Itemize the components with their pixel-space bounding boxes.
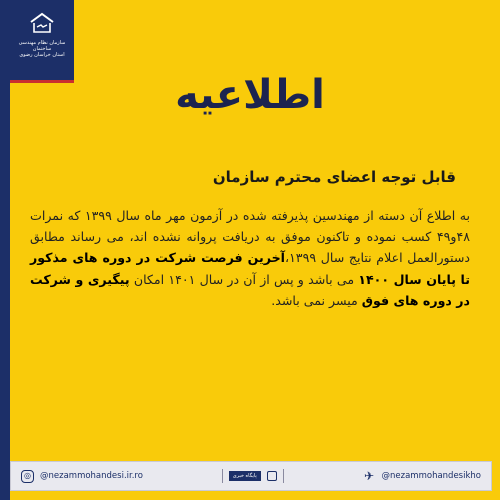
instagram-handle: @nezammohandesi.ir.ro (40, 471, 143, 481)
notice-title: اطلاعیه (175, 72, 325, 118)
footer-divider (222, 469, 223, 483)
notice-body (30, 205, 470, 311)
footer-center (222, 469, 284, 483)
notice-subtitle: قابل توجه اعضای محترم سازمان (212, 168, 456, 186)
org-name (14, 40, 70, 58)
handshake-house-icon (29, 12, 55, 34)
website-icon[interactable] (267, 471, 277, 481)
telegram-icon: ✈ (363, 469, 375, 483)
social-footer (10, 461, 492, 491)
telegram-link[interactable] (363, 470, 481, 483)
instagram-icon: ◎ (21, 470, 34, 483)
footer-divider (283, 469, 284, 483)
body-highlight-2: پیگیری و شرکت در دوره های فوق (30, 271, 470, 308)
org-name-line-1: سازمان نظام مهندسی ساختمان (18, 40, 66, 52)
body-highlight-1: آخرین فرصت شرکت در دوره های مذکور تا پایان سال ۱۴۰۰ (30, 250, 470, 287)
org-logo (10, 0, 74, 80)
instagram-link[interactable] (21, 470, 143, 483)
body-part-1: به اطلاع آن دسته از مهندسین پذیرفته شده در آزمون مهر ماه سال ۱۳۹۹ که نمرات ۴۸و۴۹ کسب نموده و تاکنون موفق به دریافت پروانه نشده اند، می رساند مطابق دستورالعمل اعلام نتایج سال ۱۳۹۹، (30, 208, 471, 266)
org-name-line-2: استان خراسان رضوی (19, 52, 65, 58)
body-part-2: می باشد و پس از آن در سال ۱۴۰۱ امکان (129, 271, 359, 287)
telegram-handle: @nezammohandesikho (381, 471, 481, 481)
news-badge[interactable]: پایگاه خبری (229, 471, 261, 481)
body-part-3: میسر نمی باشد. (271, 292, 362, 308)
